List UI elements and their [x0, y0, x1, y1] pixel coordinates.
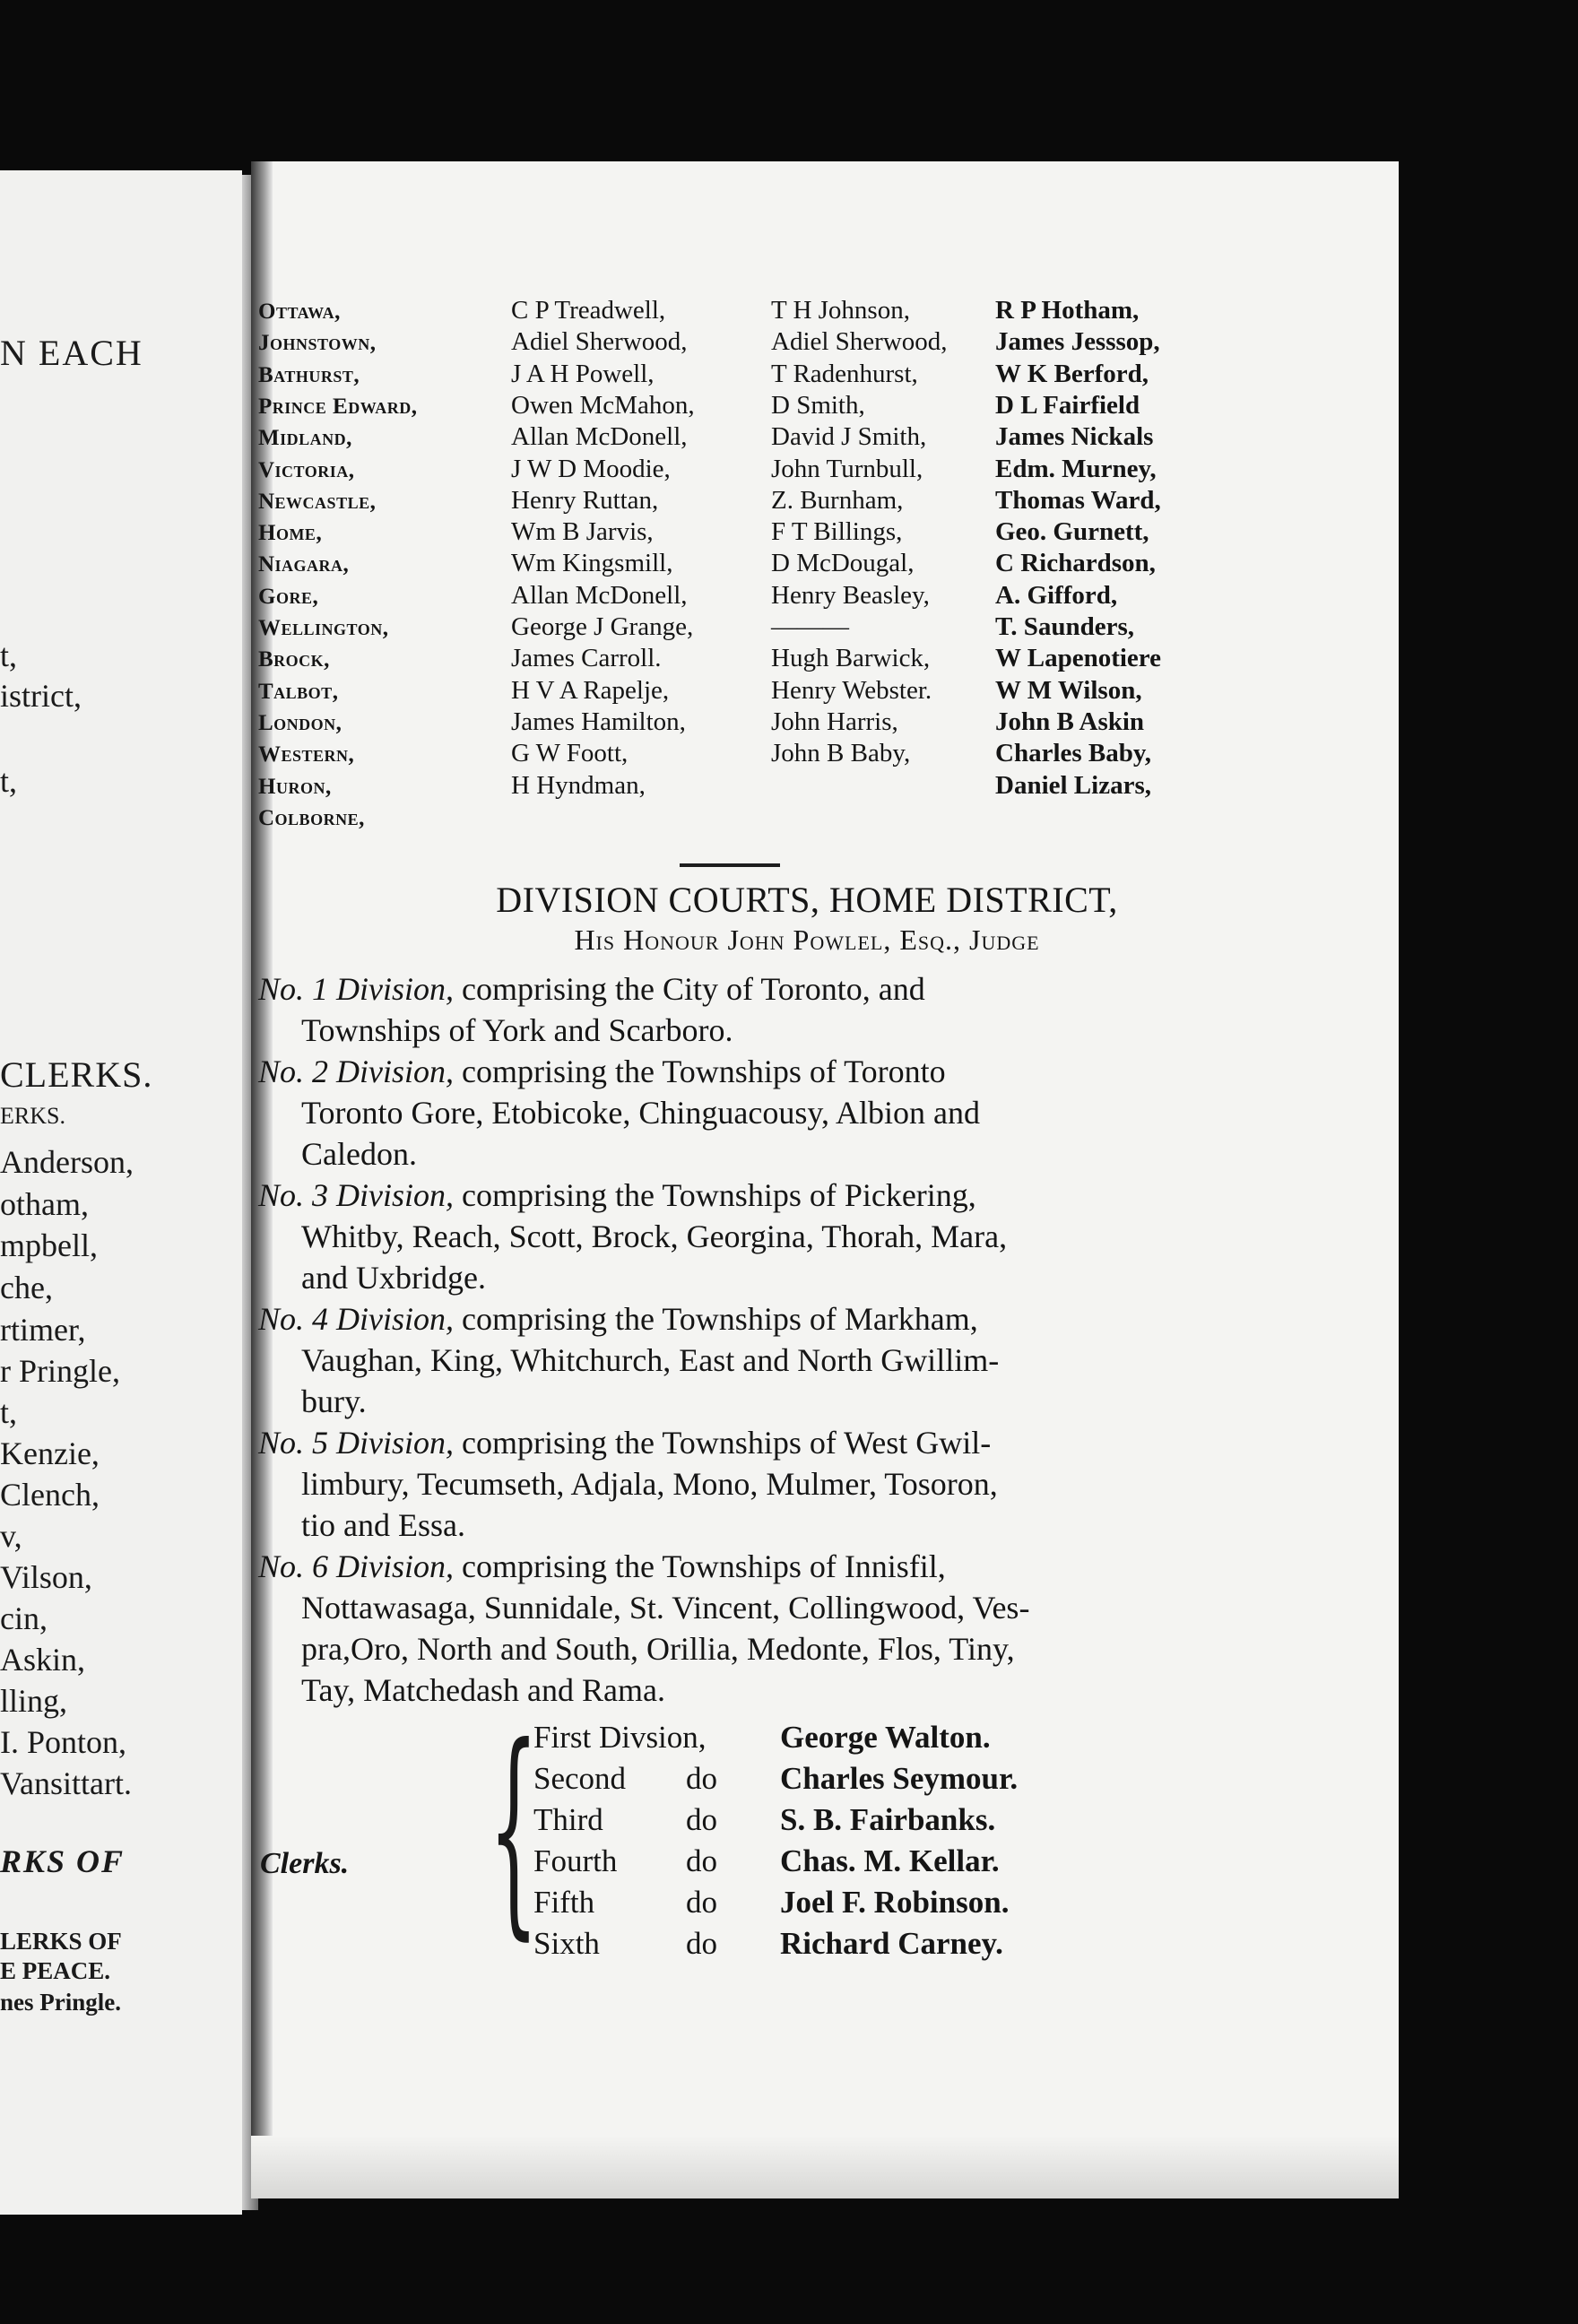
division-number: No. 5 Division, — [258, 1425, 455, 1461]
clerk-ditto: do — [686, 1926, 717, 1961]
division-line: comprising the Townships of Markham, — [454, 1301, 978, 1337]
division-line: bury. — [301, 1383, 367, 1419]
division-line: pra,Oro, North and South, Orillia, Medonte, Flos, Tiny, — [301, 1631, 1015, 1667]
clerk-name: George Walton. — [780, 1720, 991, 1755]
division-line: Townships of York and Scarboro. — [301, 1012, 733, 1048]
district-col1-name: George J Grange, — [511, 612, 694, 641]
section-title: DIVISION COURTS, HOME DISTRICT, — [496, 880, 1118, 920]
district-col3-name: Daniel Lizars, — [995, 770, 1151, 800]
district-name: Home, — [258, 521, 323, 546]
clerk-ditto: do — [686, 1802, 717, 1837]
district-name: Brock, — [258, 647, 330, 672]
left-line: ERKS. — [0, 1103, 65, 1129]
district-col1-name: C P Treadwell, — [511, 296, 666, 325]
clerk-ditto: do — [686, 1885, 717, 1920]
division-line: Caledon. — [301, 1136, 417, 1172]
division-line: tio and Essa. — [301, 1507, 465, 1543]
district-name: Gore, — [258, 584, 319, 609]
division-paragraph — [258, 1422, 1209, 1546]
division-line: limbury, Tecumseth, Adjala, Mono, Mulmer, Tosoron, — [301, 1466, 998, 1502]
left-line: Vansittart. — [0, 1765, 132, 1801]
left-line: RKS OF — [0, 1843, 126, 1879]
clerk-division: First Divsion, — [533, 1720, 707, 1755]
district-col2-name: John Harris, — [771, 707, 898, 736]
left-line: CLERKS. — [0, 1054, 153, 1095]
division-line: comprising the City of Toronto, and — [454, 971, 925, 1007]
district-col2-name: Adiel Sherwood, — [771, 327, 948, 357]
page-bottom-edge — [251, 2136, 1399, 2198]
district-col1-name: Adiel Sherwood, — [511, 327, 688, 357]
district-col1-name: James Hamilton, — [511, 707, 686, 736]
district-col2-name: Z. Burnham, — [771, 485, 904, 515]
left-line: v, — [0, 1518, 22, 1554]
district-col3-name: James Jesssop, — [995, 327, 1160, 357]
district-col3-name: W Lapenotiere — [995, 644, 1162, 673]
district-col2-name: David J Smith, — [771, 422, 927, 452]
district-col2-name: Henry Webster. — [771, 675, 932, 705]
district-name: Huron, — [258, 774, 332, 799]
clerk-name: S. B. Fairbanks. — [780, 1802, 996, 1837]
district-col3-name: C Richardson, — [995, 549, 1156, 578]
division-line: Nottawasaga, Sunnidale, St. Vincent, Collingwood, Ves- — [301, 1590, 1030, 1626]
district-col2-name: Hugh Barwick, — [771, 644, 931, 673]
district-col1-name: J A H Powell, — [511, 359, 655, 388]
clerk-ditto: do — [686, 1843, 717, 1878]
left-line: che, — [0, 1270, 53, 1305]
district-name: London, — [258, 710, 342, 735]
district-name: Talbot, — [258, 679, 339, 704]
district-col3-name: Geo. Gurnett, — [995, 517, 1149, 547]
district-col2-name: Henry Beasley, — [771, 580, 930, 610]
left-page — [0, 170, 242, 2215]
division-number: No. 6 Division, — [258, 1548, 455, 1584]
district-name: Ottawa, — [258, 299, 341, 324]
district-col3-name: Edm. Murney, — [995, 454, 1157, 483]
district-name: Bathurst, — [258, 362, 360, 387]
district-col2-name: D Smith, — [771, 390, 865, 420]
left-line: Vilson, — [0, 1559, 92, 1595]
left-line: Askin, — [0, 1642, 86, 1678]
district-col3-name: R P Hotham, — [995, 296, 1140, 325]
clerk-division: Fourth — [533, 1843, 618, 1878]
left-line: I. Ponton, — [0, 1724, 127, 1760]
clerk-name: Richard Carney. — [780, 1926, 1003, 1961]
district-col1-name: G W Foott, — [511, 739, 629, 768]
left-line: istrict, — [0, 678, 82, 714]
division-line: Vaughan, King, Whitchurch, East and North Gwillim- — [301, 1342, 1000, 1378]
division-number: No. 2 Division, — [258, 1054, 455, 1089]
district-col2-name: John Turnbull, — [771, 454, 923, 483]
clerk-name: Charles Seymour. — [780, 1761, 1019, 1796]
district-col3-name: Thomas Ward, — [995, 485, 1161, 515]
left-line: t, — [0, 1394, 18, 1430]
district-col1-name: Wm B Jarvis, — [511, 517, 654, 547]
district-name: Prince Edward, — [258, 394, 418, 419]
division-line: and Uxbridge. — [301, 1260, 486, 1296]
district-col2-name: T Radenhurst, — [771, 359, 918, 388]
clerk-ditto: do — [686, 1761, 717, 1796]
division-line: comprising the Townships of Innisfil, — [454, 1548, 946, 1584]
clerk-division: Fifth — [533, 1885, 595, 1920]
district-col2-name: ——— — [771, 612, 849, 641]
division-line: Toronto Gore, Etobicoke, Chinguacousy, Albion and — [301, 1095, 981, 1131]
district-col2-name: John B Baby, — [771, 739, 911, 768]
district-col3-name: W M Wilson, — [995, 675, 1142, 705]
division-number: No. 3 Division, — [258, 1177, 455, 1213]
left-line: nes Pringle. — [0, 1989, 121, 2016]
district-name: Colborne, — [258, 805, 365, 830]
right-page — [251, 161, 1399, 2198]
section-subtitle: His Honour John Powlel, Esq., Judge — [574, 924, 1040, 956]
clerk-name: Joel F. Robinson. — [780, 1885, 1010, 1920]
section-rule — [680, 863, 780, 867]
clerk-division: Third — [533, 1802, 603, 1837]
district-col2-name: F T Billings, — [771, 517, 903, 547]
division-line: comprising the Townships of West Gwil- — [454, 1425, 992, 1461]
district-col3-name: John B Askin — [995, 707, 1145, 736]
division-paragraph — [258, 1175, 1209, 1298]
division-line: comprising the Townships of Pickering, — [454, 1177, 976, 1213]
left-line: Kenzie, — [0, 1435, 100, 1471]
district-col3-name: A. Gifford, — [995, 580, 1118, 610]
division-line: Tay, Matchedash and Rama. — [301, 1672, 666, 1708]
division-paragraph — [258, 1546, 1209, 1711]
district-col3-name: W K Berford, — [995, 359, 1149, 388]
district-name: Western, — [258, 742, 355, 767]
left-line: t, — [0, 637, 18, 673]
district-name: Wellington, — [258, 616, 389, 640]
clerks-brace: { — [489, 1698, 539, 1959]
district-col1-name: Wm Kingsmill, — [511, 549, 673, 578]
district-col1-name: Owen McMahon, — [511, 390, 695, 420]
left-line: mpbell, — [0, 1227, 98, 1263]
district-col3-name: D L Fairfield — [995, 390, 1140, 420]
division-number: No. 1 Division, — [258, 971, 455, 1007]
district-col1-name: James Carroll. — [511, 644, 662, 673]
left-line: Anderson, — [0, 1144, 134, 1180]
district-col1-name: J W D Moodie, — [511, 454, 671, 483]
clerk-division: Second — [533, 1761, 627, 1796]
left-line: N EACH — [0, 333, 143, 373]
district-col2-name: T H Johnson, — [771, 296, 910, 325]
division-paragraph — [258, 1298, 1209, 1422]
left-line: lling, — [0, 1683, 68, 1719]
district-col3-name: Charles Baby, — [995, 739, 1152, 768]
left-line: rtimer, — [0, 1312, 86, 1348]
district-col1-name: Allan McDonell, — [511, 422, 688, 452]
district-name: Victoria, — [258, 457, 355, 482]
left-line: otham, — [0, 1186, 89, 1222]
district-name: Johnstown, — [258, 331, 377, 356]
left-line: E PEACE. — [0, 1957, 111, 1984]
left-line: Clench, — [0, 1477, 100, 1513]
division-number: No. 4 Division, — [258, 1301, 455, 1337]
district-col1-name: Allan McDonell, — [511, 580, 688, 610]
district-col3-name: T. Saunders, — [995, 612, 1134, 641]
district-col1-name: H Hyndman, — [511, 770, 646, 800]
clerks-label: Clerks. — [260, 1847, 350, 1880]
left-line: r Pringle, — [0, 1353, 120, 1389]
district-name: Newcastle, — [258, 489, 377, 514]
district-name: Midland, — [258, 426, 352, 451]
district-col2-name: D McDougal, — [771, 549, 915, 578]
district-col3-name: James Nickals — [995, 422, 1154, 452]
district-col1-name: Henry Ruttan, — [511, 485, 659, 515]
district-col1-name: H V A Rapelje, — [511, 675, 670, 705]
division-paragraph — [258, 968, 1209, 1051]
district-name: Niagara, — [258, 552, 350, 577]
clerk-name: Chas. M. Kellar. — [780, 1843, 1000, 1878]
division-line: comprising the Townships of Toronto — [454, 1054, 946, 1089]
division-line: Whitby, Reach, Scott, Brock, Georgina, Thorah, Mara, — [301, 1218, 1008, 1254]
clerk-division: Sixth — [533, 1926, 600, 1961]
left-line: cin, — [0, 1600, 48, 1636]
division-paragraph — [258, 1051, 1209, 1175]
left-line: LERKS OF — [0, 1928, 122, 1955]
left-line: t, — [0, 763, 18, 799]
